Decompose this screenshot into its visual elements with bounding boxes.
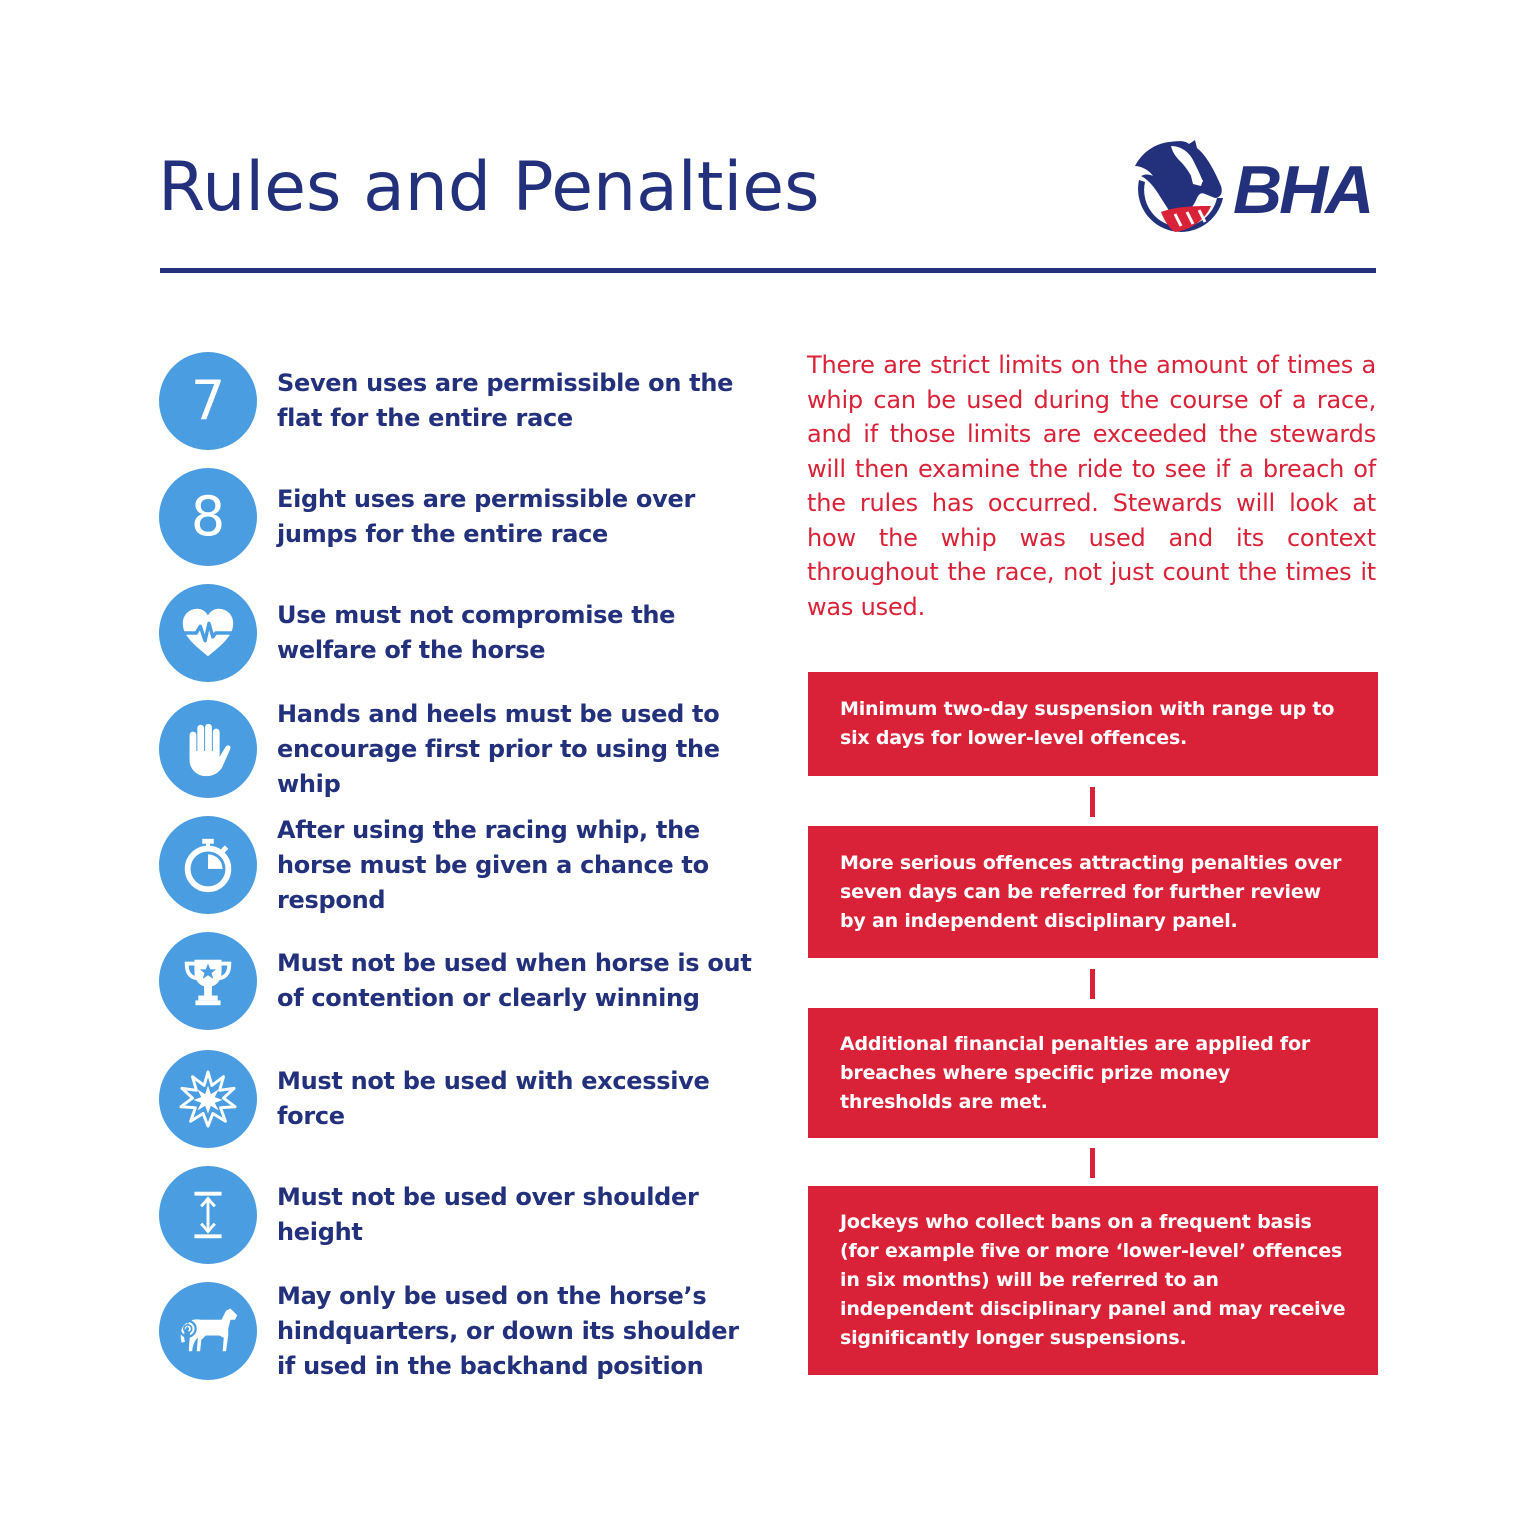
rule-number: 7 <box>190 369 226 432</box>
rule-hands-and-heels <box>159 700 759 798</box>
logo-wordmark: BHA <box>1233 152 1372 228</box>
penalty-text: Additional financial penalties are applied for breaches where specific prize money thresholds are met. <box>840 1032 1311 1113</box>
rule-text: Use must not compromise the welfare of the horse <box>277 601 676 664</box>
rule-excessive-force <box>159 1050 759 1148</box>
penalty-box-serious-offences <box>808 826 1378 958</box>
trophy-icon <box>159 932 257 1030</box>
penalty-connector <box>1090 969 1095 999</box>
stopwatch-icon <box>159 816 257 914</box>
rule-eight-uses <box>159 468 759 566</box>
rule-number: 8 <box>190 485 226 548</box>
rule-shoulder-height <box>159 1166 759 1264</box>
horse-head-emblem-icon <box>1131 136 1231 236</box>
penalty-connector <box>1090 1148 1095 1178</box>
rule-seven-uses <box>159 352 759 450</box>
penalty-connector <box>1090 787 1095 817</box>
burst-icon <box>159 1050 257 1148</box>
rule-text: Hands and heels must be used to encourage first prior to using the whip <box>277 699 720 798</box>
rule-text: May only be used on the horse’s hindquarters, or down its shoulder if used in the backhand position <box>277 1281 739 1380</box>
rule-chance-to-respond <box>159 816 759 914</box>
intro-paragraph: There are strict limits on the amount of times a whip can be used during the course of a race, and if those limits are exceeded the stewards will then examine the ride to see if a breach of the rules has occurred. Stewards will look at how the whip was used and its context throughout the race, not just count the times it was used. <box>807 351 1376 621</box>
penalty-box-financial <box>808 1008 1378 1138</box>
horse-target-icon <box>159 1282 257 1380</box>
hand-icon <box>159 700 257 798</box>
number-8-badge <box>159 468 257 566</box>
rule-text: Must not be used over shoulder height <box>277 1183 699 1246</box>
rule-hindquarters <box>159 1282 759 1380</box>
rule-out-of-contention <box>159 932 759 1030</box>
penalty-text: Jockeys who collect bans on a frequent basis (for example five or more ‘lower-level’ offences in six months) will be referred to an independent disciplinary panel and may receive significantly longer suspensions. <box>840 1211 1346 1349</box>
height-arrow-icon <box>159 1166 257 1264</box>
penalty-text: Minimum two-day suspension with range up to six days for lower-level offences. <box>840 698 1335 749</box>
header-divider <box>160 268 1376 273</box>
rule-text: Must not be used when horse is out of contention or clearly winning <box>277 949 752 1012</box>
penalty-box-lower-level <box>808 672 1378 776</box>
rule-text: After using the racing whip, the horse must be given a chance to respond <box>277 815 709 914</box>
heart-pulse-icon <box>159 584 257 682</box>
penalty-text: More serious offences attracting penalties over seven days can be referred for further review by an independent disciplinary panel. <box>840 851 1342 932</box>
number-7-badge <box>159 352 257 450</box>
page-title: Rules and Penalties <box>158 148 820 227</box>
penalty-box-frequent-bans <box>808 1186 1378 1375</box>
bha-logo <box>1131 136 1381 236</box>
rule-text: Must not be used with excessive force <box>277 1067 710 1130</box>
rule-text: Eight uses are permissible over jumps for the entire race <box>277 485 695 548</box>
rule-welfare <box>159 584 759 682</box>
rule-text: Seven uses are permissible on the flat for the entire race <box>277 369 734 432</box>
